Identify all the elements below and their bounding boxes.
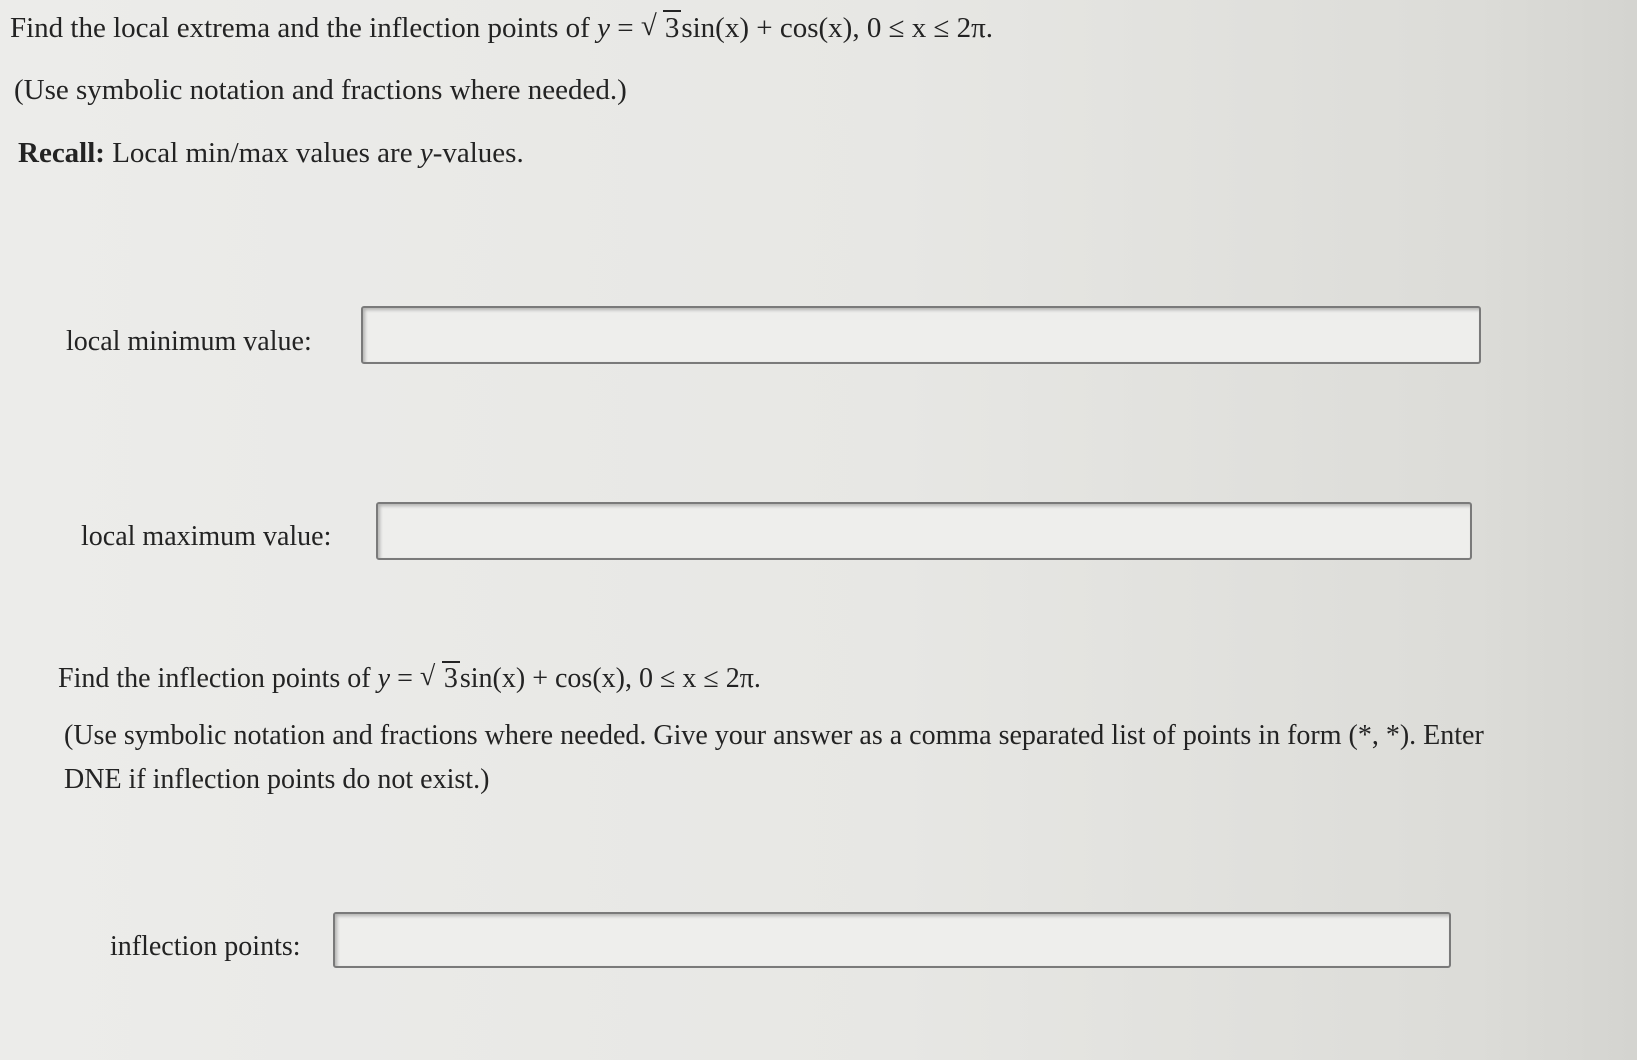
inflection-sqrt-radicand: 3 xyxy=(443,663,458,694)
inflection-sqrt-expression xyxy=(420,657,460,701)
sqrt-radicand: 3 xyxy=(664,12,680,44)
problem-statement xyxy=(10,6,993,50)
inflection-equation-equals: = xyxy=(397,663,413,694)
local-max-label: local maximum value: xyxy=(81,521,332,552)
inflection-input[interactable] xyxy=(333,912,1451,968)
equation-equals: = xyxy=(617,12,634,44)
recall-var: y xyxy=(419,137,433,169)
inflection-equation-rhs: sin(x) + cos(x), 0 ≤ x ≤ 2π. xyxy=(459,663,761,694)
recall-text-before: Local min/max values are xyxy=(112,137,413,169)
inflection-hint: (Use symbolic notation and fractions where needed. Give your answer as a comma separated list of points in form (*, *). Enter DNE if inflection points do not exist.) xyxy=(64,720,1484,795)
local-min-input[interactable] xyxy=(361,306,1481,364)
problem-hint: (Use symbolic notation and fractions where needed.) xyxy=(14,74,627,106)
inflection-statement xyxy=(58,657,761,701)
local-max-input[interactable] xyxy=(376,502,1472,560)
equation-rhs: sin(x) + cos(x), 0 ≤ x ≤ 2π. xyxy=(681,12,994,44)
equation-lhs: y xyxy=(597,12,610,44)
recall-text-after: -values. xyxy=(432,137,524,169)
sqrt-expression xyxy=(641,6,682,50)
inflection-label: inflection points: xyxy=(110,931,301,962)
local-min-label: local minimum value: xyxy=(66,326,312,357)
problem-intro: Find the local extrema and the inflection points of xyxy=(10,12,590,44)
inflection-intro: Find the inflection points of xyxy=(58,663,371,694)
recall-note xyxy=(18,131,524,175)
recall-label: Recall: xyxy=(18,137,105,169)
inflection-equation-lhs: y xyxy=(377,663,391,694)
